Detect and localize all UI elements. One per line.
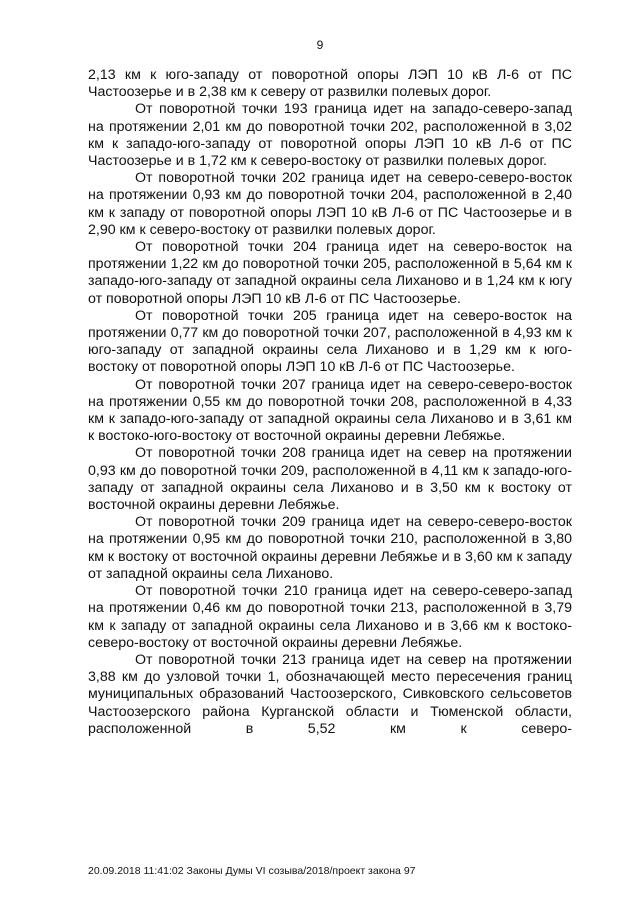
paragraph: От поворотной точки 207 граница идет на северо-северо-восток на протяжении 0,55 км до поворотной точки 208, расположенной в 4,33 км к западо-юго-западу от западной окраины села Лиханово и в 3,61 км к востоко-юго-востоку от восточной окраины деревни Лебяжье. — [88, 376, 572, 445]
paragraph: От поворотной точки 202 граница идет на северо-северо-восток на протяжении 0,93 км до поворотной точки 204, расположенной в 2,40 км к западу от поворотной опоры ЛЭП 10 кВ Л-6 от ПС Частоозерье и в 2,90 км к северо-востоку от развилки полевых дорог. — [88, 170, 572, 238]
paragraph: От поворотной точки 193 граница идет на западо-северо-запад на протяжении 2,01 км до поворотной точки 202, расположенной в 3,02 км к западо-юго-западу от поворотной опоры ЛЭП 10 кВ Л-6 от ПС Частоозерье и в 1,72 км к северо-востоку от развилки полевых дорог. — [88, 101, 572, 170]
document-footer: 20.09.2018 11:41:02 Законы Думы VI созыва/2018/проект закона 97 — [88, 865, 416, 877]
paragraph: 2,13 км к юго-западу от поворотной опоры ЛЭП 10 кВ Л-6 от ПС Частоозерье и в 2,38 км к северу от развилки полевых дорог. — [88, 67, 572, 101]
paragraph: От поворотной точки 210 граница идет на северо-северо-запад на протяжении 0,46 км до поворотной точки 213, расположенной в 3,79 км к западу от западной окраины села Лиханово и в 3,66 км к востоко-северо-востоку от восточной окраины деревни Лебяжье. — [88, 583, 572, 651]
document-body — [88, 67, 572, 738]
paragraph: От поворотной точки 209 граница идет на северо-северо-восток на протяжении 0,95 км до поворотной точки 210, расположенной в 3,80 км к востоку от восточной окраины деревни Лебяжье и в 3,60 км к западу от западной окраины села Лиханово. — [88, 514, 572, 582]
paragraph: От поворотной точки 204 граница идет на северо-восток на протяжении 1,22 км до поворотной точки 205, расположенной в 5,64 км к западо-юго-западу от западной окраины села Лиханово и в 1,24 км к югу от поворотной опоры ЛЭП 10 кВ Л-6 от ПС Частоозерье. — [88, 239, 572, 307]
paragraph: От поворотной точки 208 граница идет на север на протяжении 0,93 км до поворотной точки 209, расположенной в 4,11 км к западо-юго-западу от западной окраины села Лиханово и в 3,50 км к востоку от восточной окраины деревни Лебяжье. — [88, 445, 572, 514]
paragraph: От поворотной точки 205 граница идет на северо-восток на протяжении 0,77 км до поворотной точки 207, расположенной в 4,93 км к юго-западу от западной окраины села Лиханово и в 1,29 км к юго-востоку от поворотной опоры ЛЭП 10 кВ Л-6 от ПС Частоозерье. — [88, 307, 572, 376]
paragraph: От поворотной точки 213 граница идет на север на протяжении 3,88 км до узловой точки 1, обозначающей место пересечения границ муниципальных образований Частоозерского, Сивковского сельсоветов Частоозерского района Курганской области и Тюменской области, расположенной в 5,52 км к северо- — [88, 651, 572, 737]
page-number: 9 — [316, 38, 324, 52]
